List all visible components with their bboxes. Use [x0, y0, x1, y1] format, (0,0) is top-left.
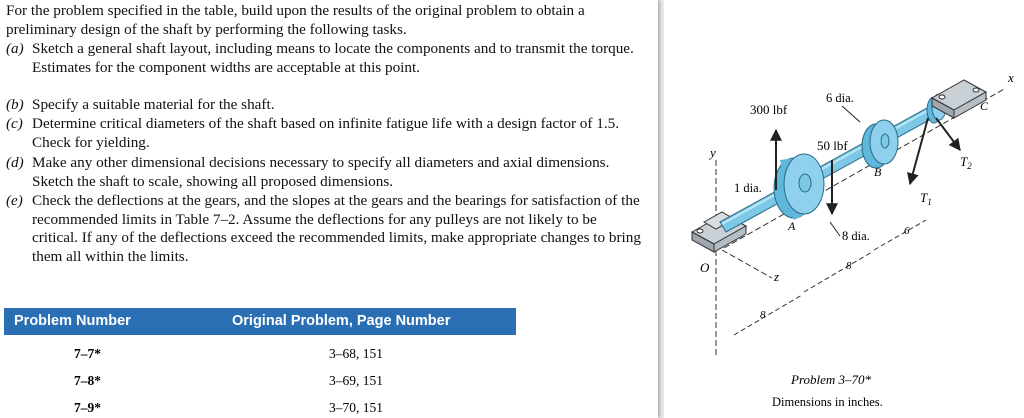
table-row — [0, 346, 560, 368]
force-300-label: 300 lbf — [750, 102, 788, 117]
task-label: (e) — [6, 192, 23, 209]
point-a-label: A — [788, 219, 796, 233]
dim-8a-label: 8 — [760, 309, 766, 321]
task-label: (b) — [6, 96, 24, 113]
shaft-figure — [664, 0, 1024, 418]
figure-caption: Problem 3–70* — [791, 372, 872, 387]
table-header — [4, 308, 516, 335]
table-row — [0, 400, 560, 418]
dim-line-8b — [804, 252, 872, 292]
task-text: Make any other dimensional decisions necessary to specify all diameters and axial dimensions. Sketch the shaft to scale, showing all proposed dimensions. — [32, 154, 610, 190]
problem-number: 7–8* — [74, 373, 101, 388]
header-problem-number: Problem Number — [14, 313, 131, 329]
task-item-b — [6, 96, 646, 115]
task-text: Determine critical diameters of the shaft based on infinite fatigue life with a design factor of 1.5. Check for yielding. — [32, 115, 620, 151]
problem-number: 7–7* — [74, 346, 101, 361]
task-item-e — [6, 192, 646, 267]
z-axis-line — [722, 250, 772, 278]
axis-z-label: z — [774, 269, 780, 284]
table-row — [0, 373, 560, 395]
dim-6-label: 6 — [904, 225, 910, 237]
dia-8-label: 8 dia. — [842, 229, 870, 243]
original-problem: 3–70, 151 — [329, 400, 383, 415]
task-label: (d) — [6, 154, 24, 171]
original-problem: 3–68, 151 — [329, 346, 383, 361]
gear-a — [774, 154, 824, 220]
dim-line-8a — [734, 295, 802, 335]
point-c-label: C — [980, 99, 989, 113]
dim-line-6 — [874, 220, 926, 250]
task-text: Check the deflections at the gears, and the slopes at the gears and the bearings for satisfaction of the recommended limits in Table 7–2. Assume the deflections for any pulleys are not likely to be critical. If any of the deflections exceed the recommended limits, make appropriate changes to bring them all within the limits. — [32, 192, 641, 266]
figure-panel — [664, 0, 1024, 418]
header-original-problem: Original Problem, Page Number — [232, 313, 451, 329]
figure-subcaption: Dimensions in inches. — [772, 395, 883, 409]
task-text: Sketch a general shaft layout, including means to locate the components and to transmit the torque. Estimates for the component widths are acceptable at this point. — [32, 40, 634, 76]
axis-y-label: y — [710, 145, 716, 160]
force-50-label: 50 lbf — [817, 138, 848, 153]
task-label: (a) — [6, 40, 24, 57]
t1-label: $T_1$ — [920, 190, 932, 207]
problem-number: 7–9* — [74, 400, 101, 415]
task-item-a — [6, 40, 646, 77]
t2-label: $T_2$ — [960, 154, 972, 171]
task-item-d — [6, 154, 646, 191]
origin-label: O — [700, 260, 710, 275]
axis-x-label: x — [1008, 70, 1014, 85]
dim-8b-label: 8 — [846, 260, 852, 272]
dia-1-label: 1 dia. — [734, 181, 762, 195]
gear-b — [862, 120, 898, 168]
task-item-c — [6, 115, 646, 152]
task-text: Specify a suitable material for the shaft. — [32, 96, 275, 113]
t2-arrow — [936, 118, 960, 150]
dia-6-leader — [842, 106, 860, 122]
dia-6-label: 6 dia. — [826, 91, 854, 105]
task-label: (c) — [6, 115, 23, 132]
original-problem: 3–69, 151 — [329, 373, 383, 388]
dia-8-leader — [830, 222, 840, 236]
point-b-label: B — [874, 165, 882, 179]
problem-intro: For the problem specified in the table, build upon the results of the original problem to obtain a preliminary design of the shaft by performing the following tasks. — [6, 2, 585, 38]
